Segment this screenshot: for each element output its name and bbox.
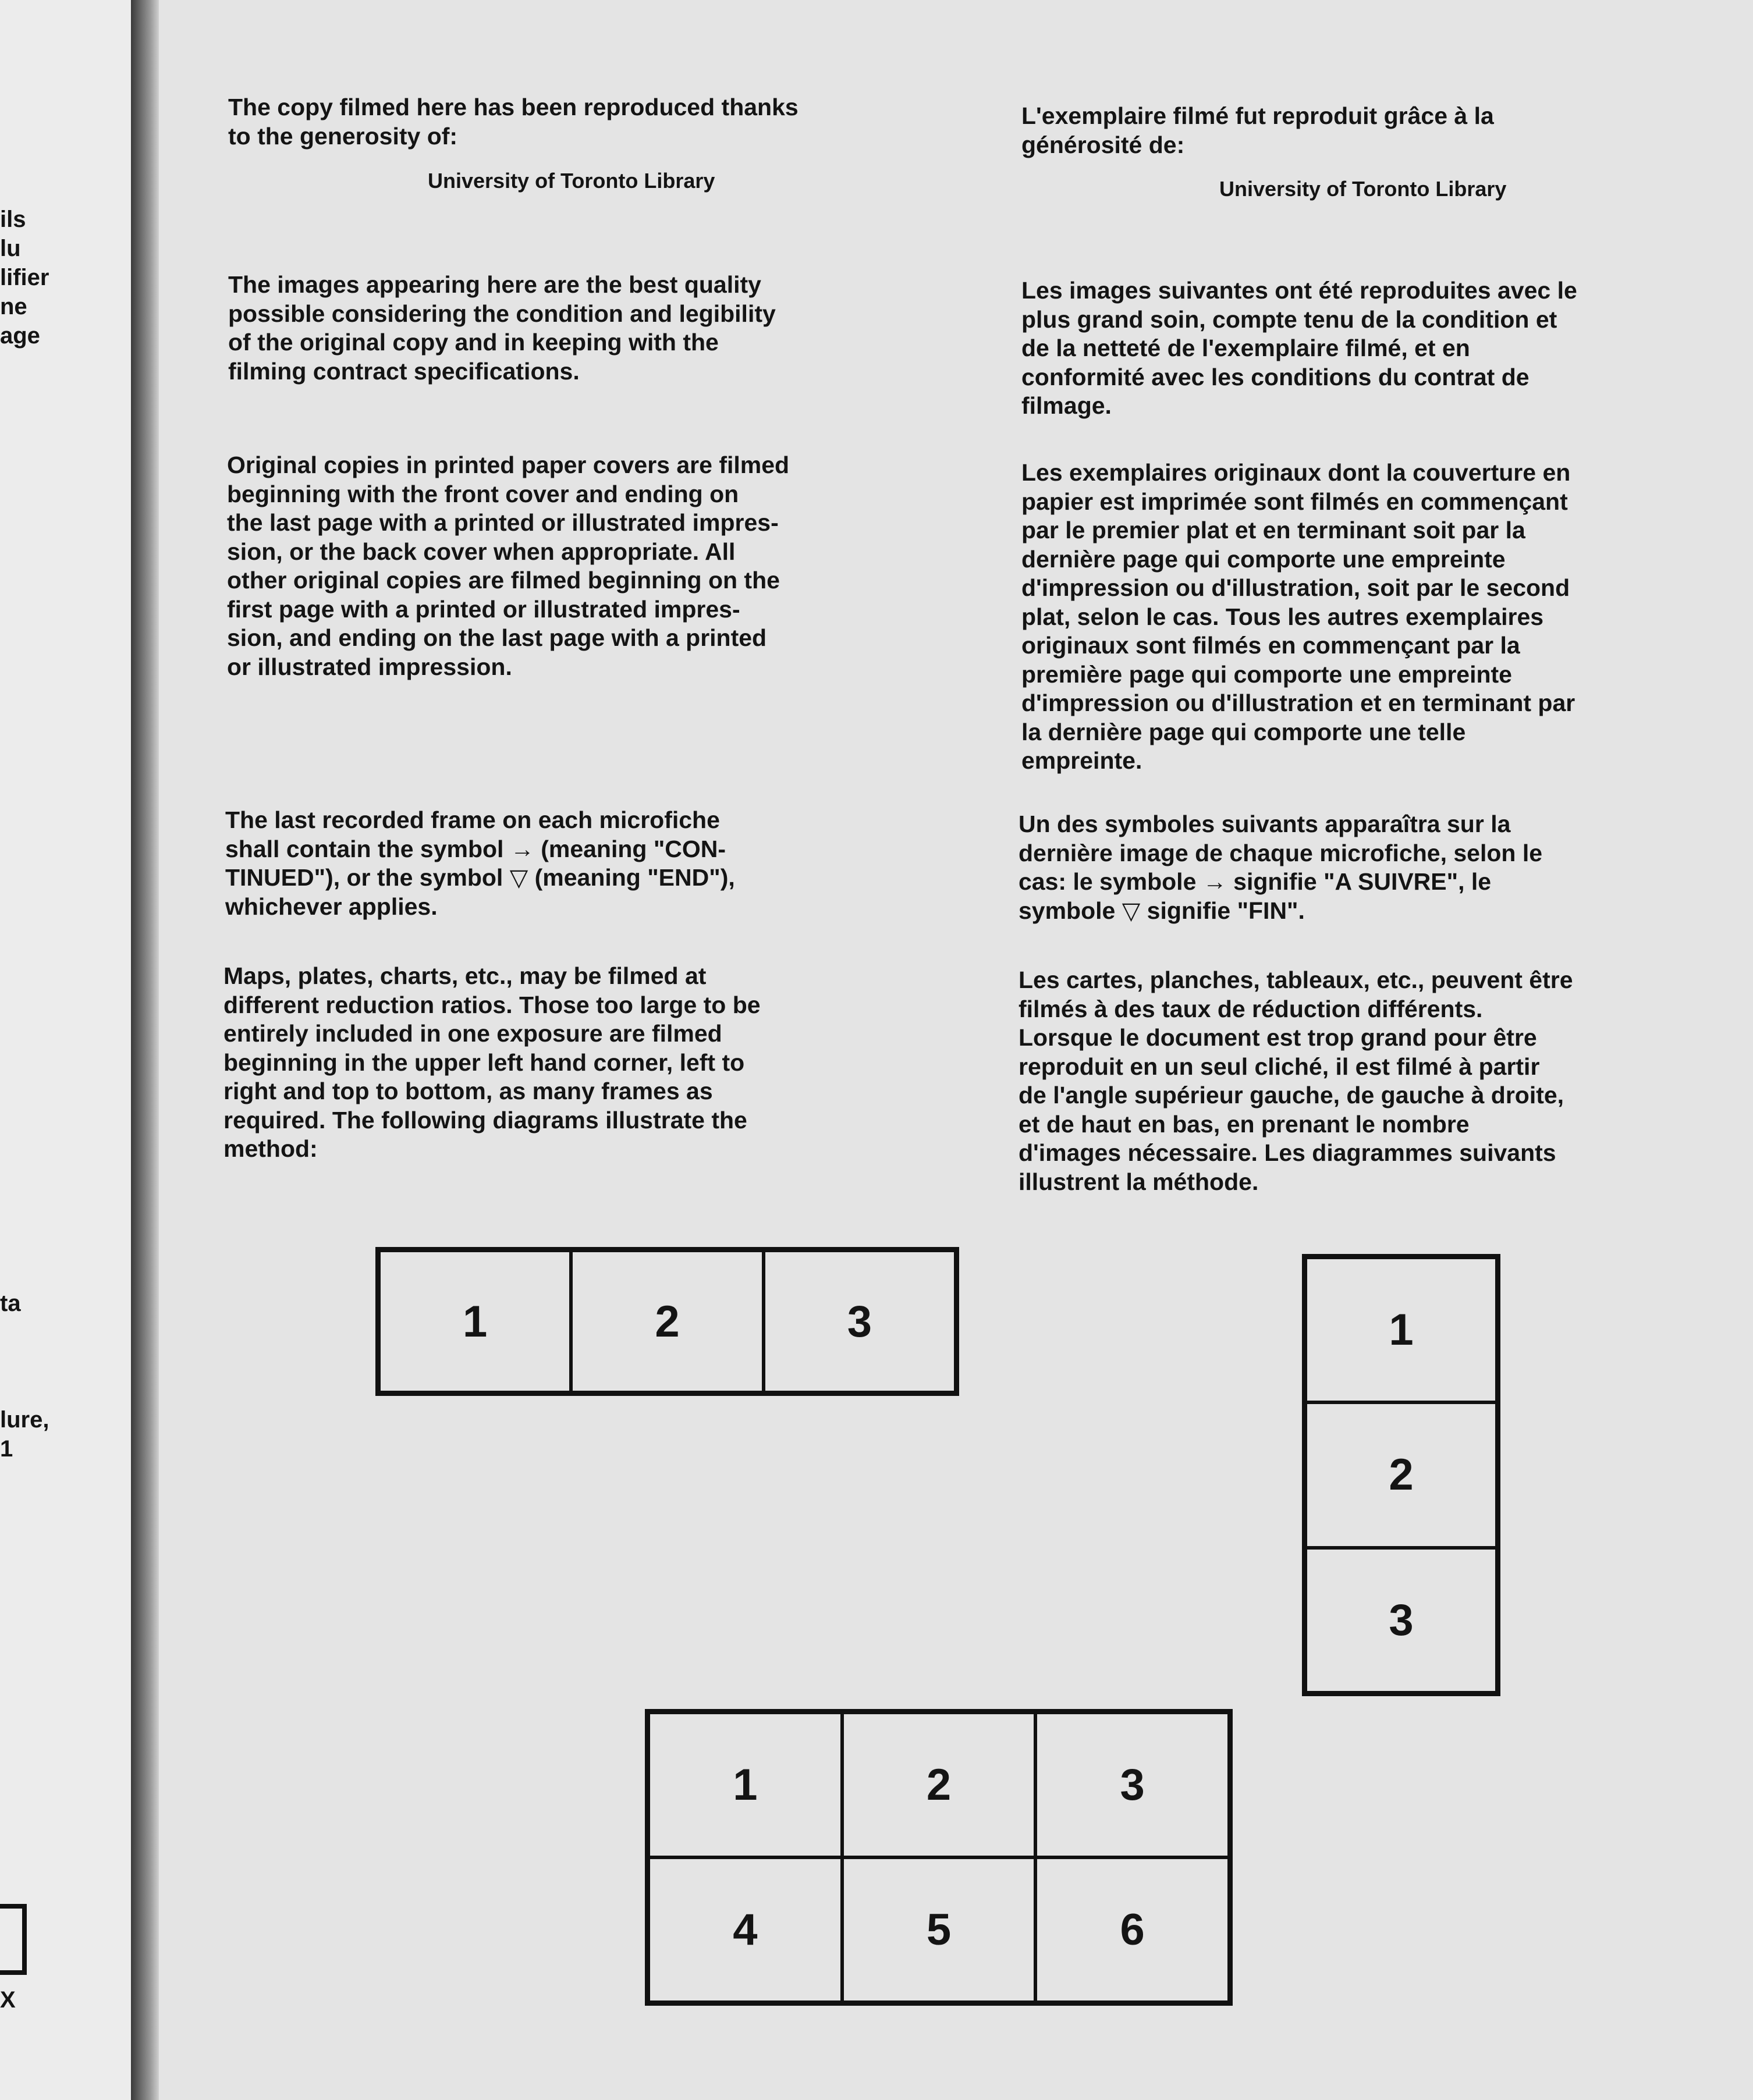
binding-shadow bbox=[131, 0, 159, 2100]
strip-fragment: age bbox=[0, 323, 40, 349]
strip-fragment: lu bbox=[0, 236, 21, 261]
vertical-frames-diagram bbox=[1302, 1254, 1500, 1696]
strip-fragment: ta bbox=[0, 1291, 21, 1316]
frame-cell: 3 bbox=[1035, 1712, 1229, 1857]
frame-cell: 2 bbox=[571, 1250, 763, 1392]
frame-cell: 4 bbox=[648, 1857, 842, 2002]
strip-fragment: ils bbox=[0, 207, 26, 232]
grid-frames-diagram bbox=[645, 1709, 1233, 2006]
strip-box-fragment bbox=[0, 1904, 27, 1975]
horizontal-frames-diagram bbox=[375, 1247, 959, 1396]
english-library-name: University of Toronto Library bbox=[428, 169, 715, 193]
english-maps-paragraph: Maps, plates, charts, etc., may be filmed at different reduction ratios. Those too large to be entirely included in one exposure are filmed beginning in the upper left hand corner, left to right and top to bottom, as many frames as required. The following diagrams illustrate the method: bbox=[223, 962, 761, 1162]
strip-fragment: 1 bbox=[0, 1436, 13, 1462]
adjacent-page-strip bbox=[0, 0, 131, 2100]
french-maps-paragraph: Les cartes, planches, tableaux, etc., peuvent être filmés à des taux de réduction différents. Lorsque le document est trop grand pour être reproduit en un seul cliché, il est filmé à partir de l'angle supérieur gauche, de gauche à droite, et de haut en bas, en prenant le nombre d'images nécessaire. Les diagrammes suivants illustrent la méthode. bbox=[1019, 967, 1573, 1195]
frame-cell: 6 bbox=[1035, 1857, 1229, 2002]
strip-fragment: ne bbox=[0, 294, 27, 319]
english-symbols-paragraph: The last recorded frame on each microfiche shall contain the symbol → (meaning "CON- TINUED"), or the symbol ▽ (meaning "END"), whichever applies. bbox=[225, 806, 735, 920]
strip-fragment: lifier bbox=[0, 265, 49, 290]
french-originals-paragraph: Les exemplaires originaux dont la couverture en papier est imprimée sont filmés en commençant par le premier plat et en terminant soit par la dernière page qui comporte une empreinte d'impression ou d'illustration, soit par le second plat, selon le cas. Tous les autres exemplaires originaux sont filmés en commençant par la première page qui comporte une empreinte d'impression ou d'illustration et en terminant par la dernière page qui comporte une telle empreinte. bbox=[1021, 459, 1575, 774]
frame-cell: 5 bbox=[842, 1857, 1036, 2002]
frame-cell: 3 bbox=[1305, 1548, 1497, 1693]
frame-cell: 3 bbox=[764, 1250, 956, 1392]
french-library-name: University of Toronto Library bbox=[1219, 177, 1507, 201]
frame-cell: 1 bbox=[1305, 1257, 1497, 1402]
frame-cell: 2 bbox=[1305, 1402, 1497, 1547]
french-credit-text: L'exemplaire filmé fut reproduit grâce à la générosité de: bbox=[1021, 102, 1494, 158]
french-quality-paragraph: Les images suivantes ont été reproduites avec le plus grand soin, compte tenu de la condition et de la netteté de l'exemplaire filmé, et en conformité avec les conditions du contrat de filmage. bbox=[1021, 277, 1577, 419]
english-credit-text: The copy filmed here has been reproduced thanks to the generosity of: bbox=[228, 94, 799, 150]
french-symbols-paragraph: Un des symboles suivants apparaîtra sur la dernière image de chaque microfiche, selon le cas: le symbole → signifie "A SUIVRE", le symbole ▽ signifie "FIN". bbox=[1019, 811, 1543, 924]
strip-fragment: lure, bbox=[0, 1407, 49, 1433]
strip-fragment: X bbox=[0, 1987, 16, 2013]
frame-cell: 1 bbox=[648, 1712, 842, 1857]
frame-cell: 1 bbox=[379, 1250, 571, 1392]
english-originals-paragraph: Original copies in printed paper covers are filmed beginning with the front cover and ending on the last page with a printed or illustrated impres- sion, or the back cover when appropriate. All other original copies are filmed beginning on the first page with a printed or illustrated impres- sion, and ending on the last page with a printed or illustrated impression. bbox=[227, 452, 790, 680]
frame-cell: 2 bbox=[842, 1712, 1036, 1857]
english-quality-paragraph: The images appearing here are the best quality possible considering the condition and legibility of the original copy and in keeping with the filming contract specifications. bbox=[228, 271, 776, 385]
